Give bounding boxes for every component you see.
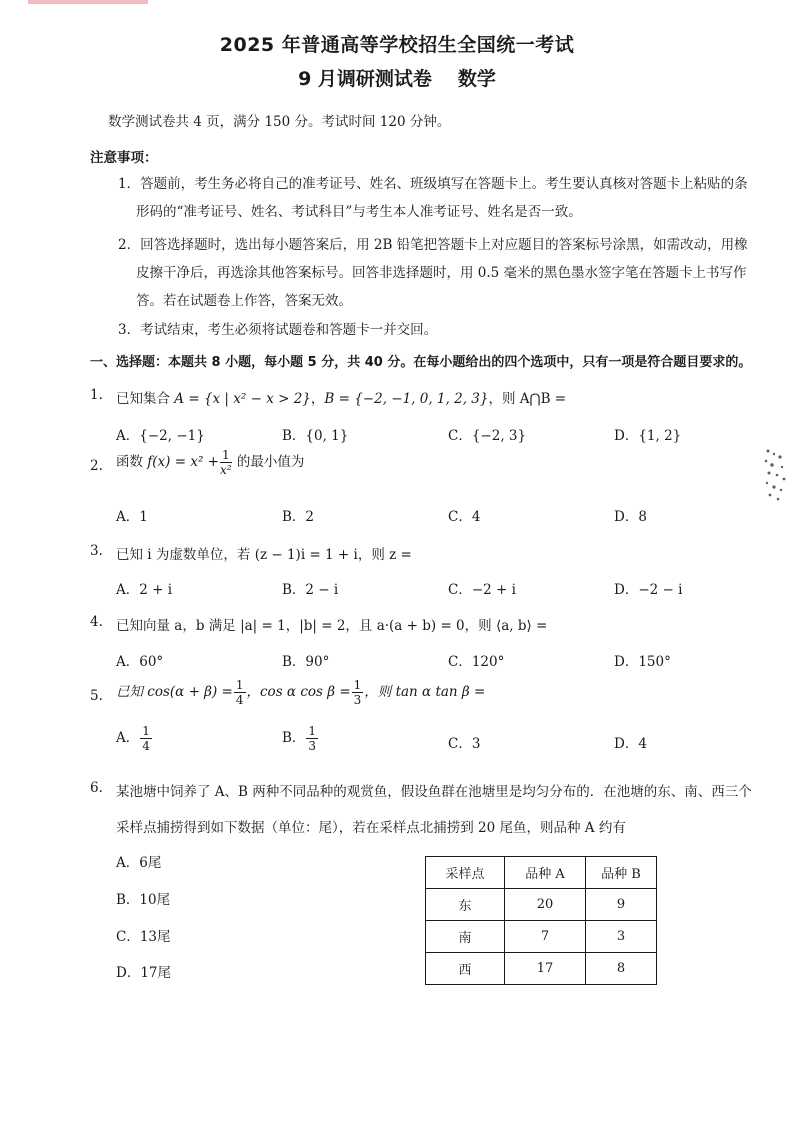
margin-stamp-mark xyxy=(760,445,788,505)
option-a: A．60° xyxy=(116,654,164,670)
option-a: A．2 + i xyxy=(116,582,173,598)
table-row xyxy=(426,889,657,921)
stem-part: ，cos α cos β = xyxy=(246,684,351,700)
question-stem: 已知向量 a，b 满足 |a| = 1，|b| = 2，且 a·(a + b) = 0，则 ⟨a, b⟩ = xyxy=(116,618,548,634)
table-cell: 7 xyxy=(505,921,586,953)
table-cell: 3 xyxy=(586,921,657,953)
table-cell: 南 xyxy=(426,921,505,953)
fraction-numerator: 1 xyxy=(353,678,362,692)
fraction xyxy=(234,678,246,707)
option-a xyxy=(116,724,153,753)
option-d: D．8 xyxy=(614,509,647,525)
notice-item: 2．回答选择题时，选出每小题答案后，用 2B 铅笔把答题卡上对应题目的答案标号涂黑，如需改动，用橡 xyxy=(118,237,748,253)
question-number: 6. xyxy=(90,780,103,796)
option-label: B． xyxy=(282,730,306,746)
option-b xyxy=(282,724,319,753)
option-c: C．3 xyxy=(448,736,481,752)
fraction-denominator: x² xyxy=(220,463,232,477)
question-stem: 采样点捕捞得到如下数据（单位：尾），若在采样点北捕捞到 20 尾鱼，则品种 A 约有 xyxy=(116,820,626,836)
stem-part: 已知集合 xyxy=(116,391,175,407)
table-cell: 西 xyxy=(426,953,505,985)
option-a: A．6尾 xyxy=(116,855,162,871)
fraction-numerator: 1 xyxy=(308,724,317,738)
notice-item: 1．答题前，考生务必将自己的准考证号、姓名、班级填写在答题卡上。考生要认真核对答题卡上粘贴的条 xyxy=(118,176,748,192)
section-heading: 一、选择题：本题共 8 小题，每小题 5 分，共 40 分。在每小题给出的四个选项中，只有一项是符合题目要求的。 xyxy=(90,355,752,370)
fraction xyxy=(140,724,152,753)
question-number: 2. xyxy=(90,458,103,474)
exam-subject: 数学 xyxy=(457,68,496,90)
fraction-denominator: 3 xyxy=(308,739,317,753)
question-number: 3. xyxy=(90,543,103,559)
option-c: C．13尾 xyxy=(116,929,171,945)
table-header: 品种 B xyxy=(586,857,657,889)
option-c: C．−2 + i xyxy=(448,582,516,598)
set-a: A = {x | x² − x > 2} xyxy=(174,391,311,407)
option-c: C．120° xyxy=(448,654,505,670)
option-b: B．90° xyxy=(282,654,330,670)
fraction-denominator: 4 xyxy=(235,693,244,707)
option-d: D．17尾 xyxy=(116,965,172,981)
question-number: 4. xyxy=(90,614,103,630)
option-a: A．1 xyxy=(116,509,148,525)
option-c: C．{−2, 3} xyxy=(448,428,527,444)
fraction-numerator: 1 xyxy=(221,448,230,462)
fraction-numerator: 1 xyxy=(142,724,150,738)
question-number: 1. xyxy=(90,387,103,403)
option-b: B．2 − i xyxy=(282,582,339,598)
option-b: B．10尾 xyxy=(116,892,171,908)
table-cell: 17 xyxy=(505,953,586,985)
fraction-denominator: 4 xyxy=(142,739,150,753)
table-header-row xyxy=(426,857,657,889)
question-stem: 已知 i 为虚数单位，若 (z − 1)i = 1 + i，则 z = xyxy=(116,547,412,563)
option-d: D．4 xyxy=(614,736,647,752)
fraction xyxy=(306,724,318,753)
fraction xyxy=(220,448,232,477)
table-row xyxy=(426,953,657,985)
table-header: 品种 A xyxy=(505,857,586,889)
fraction-denominator: 3 xyxy=(353,693,362,707)
option-a: A．{−2, −1} xyxy=(116,428,205,444)
stem-part: 已知 cos(α + β) = xyxy=(116,684,233,700)
notice-item: 答。若在试题卷上作答，答案无效。 xyxy=(136,293,352,309)
notice-item: 皮擦干净后，再选涂其他答案标号。回答非选择题时，用 0.5 毫米的黑色墨水签字笔在答题卡上书写作 xyxy=(136,265,747,281)
stem-part: 的最小值为 xyxy=(232,454,305,470)
function-expr: f(x) = x² + xyxy=(147,454,219,470)
scan-artifact xyxy=(28,0,148,4)
table-cell: 8 xyxy=(586,953,657,985)
option-b: B．{0, 1} xyxy=(282,428,349,444)
question-stem xyxy=(116,387,566,407)
exam-title: 2025 年普通高等学校招生全国统一考试 xyxy=(219,34,575,56)
notice-item: 3．考试结束，考生必须将试题卷和答题卡一并交回。 xyxy=(118,322,438,338)
stem-part: 函数 xyxy=(116,454,148,470)
exam-intro: 数学测试卷共 4 页，满分 150 分。考试时间 120 分钟。 xyxy=(108,114,451,130)
notice-heading: 注意事项： xyxy=(90,150,158,166)
option-d: D．−2 − i xyxy=(614,582,683,598)
option-d: D．{1, 2} xyxy=(614,428,682,444)
fraction-numerator: 1 xyxy=(235,678,244,692)
sampling-table xyxy=(425,856,657,985)
question-number: 5. xyxy=(90,688,103,704)
table-cell: 东 xyxy=(426,889,505,921)
option-c: C．4 xyxy=(448,509,481,525)
table-header: 采样点 xyxy=(426,857,505,889)
fraction xyxy=(352,678,364,707)
table-cell: 20 xyxy=(505,889,586,921)
notice-item: 形码的“准考证号、姓名、考试科目”与考生本人准考证号、姓名是否一致。 xyxy=(136,204,582,220)
stem-part: ，则 tan α tan β = xyxy=(364,684,486,700)
option-d: D．150° xyxy=(614,654,671,670)
stem-part: ， xyxy=(310,391,325,407)
question-stem xyxy=(116,448,304,477)
stem-part: ，则 A⋂B = xyxy=(488,391,567,407)
option-b: B．2 xyxy=(282,509,315,525)
set-b: B = {−2, −1, 0, 1, 2, 3} xyxy=(324,391,489,407)
option-label: A． xyxy=(116,730,140,746)
question-stem xyxy=(116,678,485,707)
question-stem: 某池塘中饲养了 A、B 两种不同品种的观赏鱼，假设鱼群在池塘里是均匀分布的．在池塘的东、南、西三个 xyxy=(116,784,752,800)
exam-subtitle-text: 9 月调研测试卷 xyxy=(298,68,432,90)
table-row xyxy=(426,921,657,953)
exam-subtitle xyxy=(0,64,794,91)
table-cell: 9 xyxy=(586,889,657,921)
